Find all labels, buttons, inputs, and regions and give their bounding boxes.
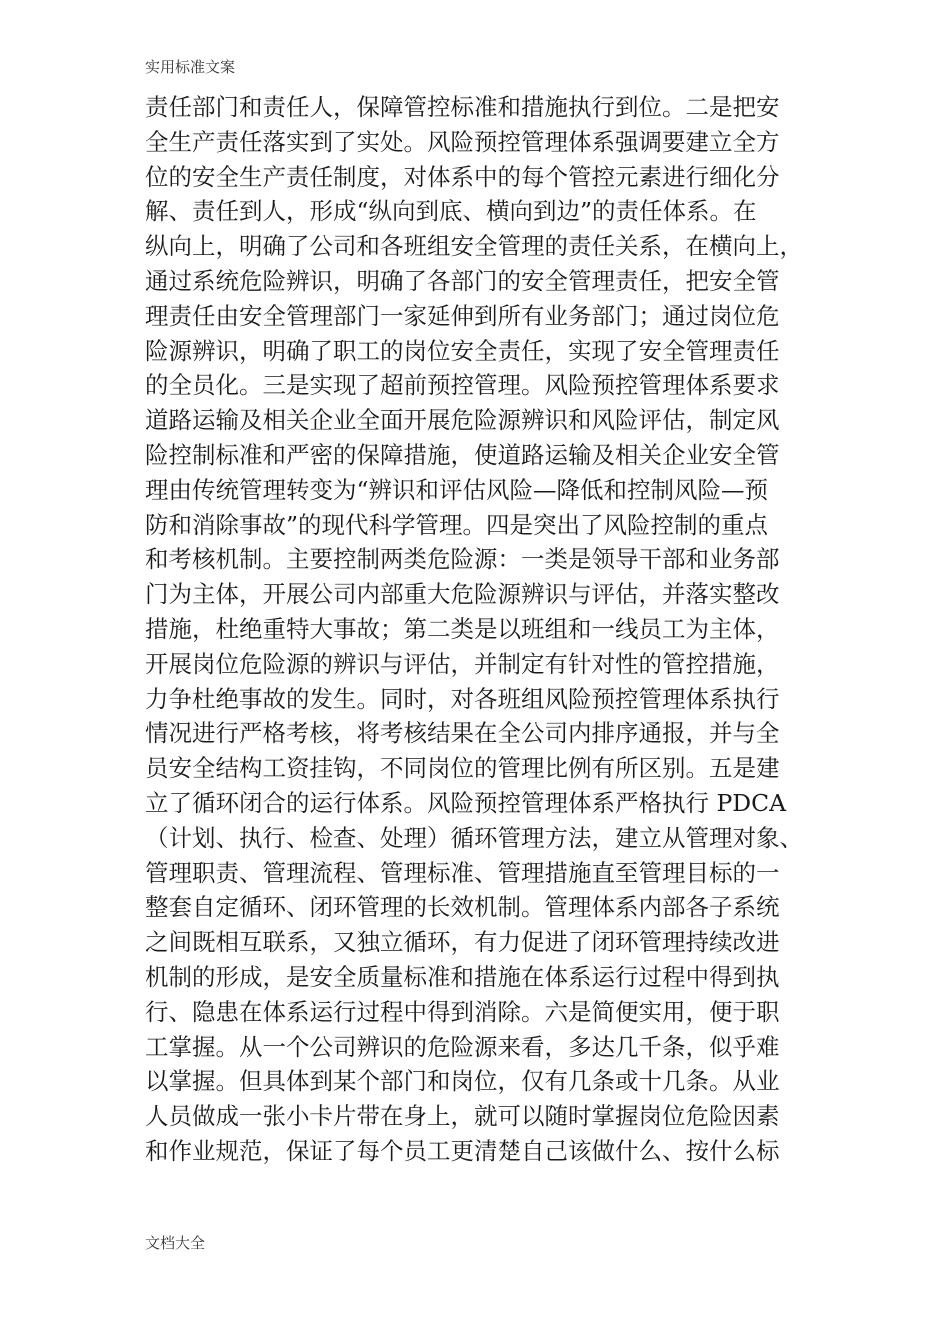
text-line: 的全员化。三是实现了超前预控管理。风险预控管理体系要求 <box>145 371 780 400</box>
page-header: 实用标准文案 <box>145 58 236 76</box>
text-line: 人员做成一张小卡片带在身上，就可以随时掌握岗位危险因素 <box>145 1102 780 1131</box>
text-line: 理由传统管理转变为“辨识和评估风险—降低和控制风险—预 <box>145 475 769 504</box>
text-line: 立了循环闭合的运行体系。风险预控管理体系严格执行 PDCA <box>145 788 787 817</box>
text-line: 管理职责、管理流程、管理标准、管理措施直至管理目标的一 <box>145 858 780 887</box>
text-line: 开展岗位危险源的辨识与评估，并制定有针对性的管控措施， <box>145 649 780 678</box>
text-line: （计划、执行、检查、处理）循环管理方法，建立从管理对象、 <box>145 823 803 852</box>
text-line: 措施，杜绝重特大事故；第二类是以班组和一线员工为主体， <box>145 614 780 643</box>
text-line: 防和消除事故”的现代科学管理。四是突出了风险控制的重点 <box>145 510 769 539</box>
text-line: 机制的形成，是安全质量标准和措施在体系运行过程中得到执 <box>145 962 780 991</box>
text-line: 位的安全生产责任制度，对体系中的每个管控元素进行细化分 <box>145 162 780 191</box>
text-line: 解、责任到人，形成“纵向到底、横向到边”的责任体系。在 <box>145 197 757 226</box>
text-line: 行、隐患在体系运行过程中得到消除。六是简便实用，便于职 <box>145 997 780 1026</box>
text-line: 责任部门和责任人，保障管控标准和措施执行到位。二是把安 <box>145 93 780 121</box>
text-line: 理责任由安全管理部门一家延伸到所有业务部门；通过岗位危 <box>145 301 780 330</box>
text-line: 以掌握。但具体到某个部门和岗位，仅有几条或十几条。从业 <box>145 1067 780 1096</box>
page-footer: 文档大全 <box>145 1234 206 1252</box>
text-line: 纵向上，明确了公司和各班组安全管理的责任关系，在横向上， <box>145 232 803 261</box>
text-line: 险控制标准和严密的保障措施，使道路运输及相关企业安全管 <box>145 440 780 469</box>
text-line: 通过系统危险辨识，明确了各部门的安全管理责任，把安全管 <box>145 266 780 295</box>
text-line: 整套自定循环、闭环管理的长效机制。管理体系内部各子系统 <box>145 893 780 922</box>
text-line: 和考核机制。主要控制两类危险源：一类是领导干部和业务部 <box>145 545 780 574</box>
text-line: 道路运输及相关企业全面开展危险源辨识和风险评估，制定风 <box>145 406 780 435</box>
text-line: 全生产责任落实到了实处。风险预控管理体系强调要建立全方 <box>145 127 780 156</box>
text-line: 和作业规范，保证了每个员工更清楚自己该做什么、按什么标 <box>145 1136 780 1165</box>
text-line: 员安全结构工资挂钩，不同岗位的管理比例有所区别。五是建 <box>145 754 780 783</box>
document-body <box>145 90 845 1169</box>
text-line: 险源辨识，明确了职工的岗位安全责任，实现了安全管理责任 <box>145 336 780 365</box>
text-line: 门为主体，开展公司内部重大危险源辨识与评估，并落实整改 <box>145 580 780 609</box>
text-line: 情况进行严格考核，将考核结果在全公司内排序通报，并与全 <box>145 719 780 748</box>
text-line: 之间既相互联系，又独立循环，有力促进了闭环管理持续改进 <box>145 928 780 957</box>
text-line: 力争杜绝事故的发生。同时，对各班组风险预控管理体系执行 <box>145 684 780 713</box>
text-line: 工掌握。从一个公司辨识的危险源来看，多达几千条，似乎难 <box>145 1032 780 1061</box>
